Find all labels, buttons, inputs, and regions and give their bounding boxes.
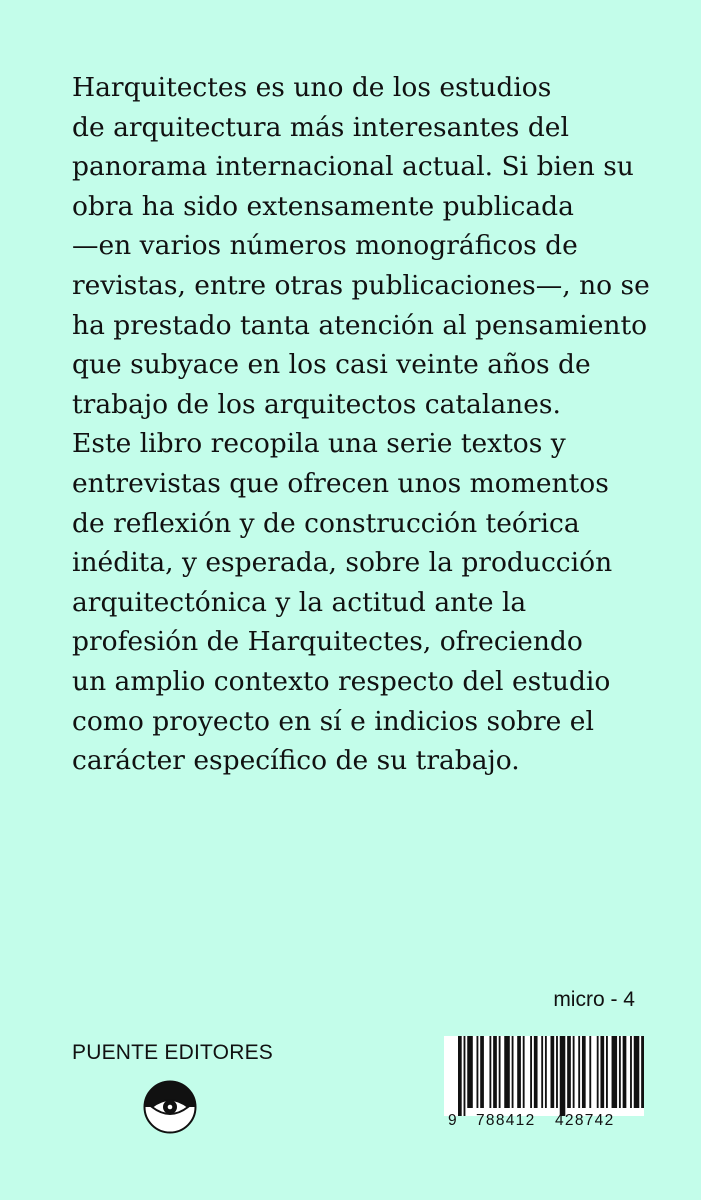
barcode-bar (567, 1036, 571, 1108)
barcode-bar (560, 1036, 566, 1116)
barcode-bar (541, 1036, 543, 1108)
barcode-bar (606, 1036, 608, 1108)
barcode-digits (444, 1112, 644, 1134)
barcode-bar (523, 1036, 525, 1108)
barcode-bars (444, 1036, 644, 1116)
blurb-line: arquitectónica y la actitud ante la (72, 586, 527, 618)
barcode-digits-right: 428742 (555, 1112, 615, 1129)
isbn-barcode (444, 1036, 644, 1136)
barcode-bar (623, 1036, 627, 1108)
barcode-bar (464, 1036, 466, 1116)
barcode-bar (489, 1036, 491, 1108)
blurb-line: Harquitectes es uno de los estudios (72, 72, 552, 103)
barcode-bar (582, 1036, 586, 1108)
publisher-logo-graphic (143, 1080, 197, 1134)
barcode-bar (630, 1036, 632, 1108)
barcode-bar (480, 1036, 484, 1108)
blurb-line: revistas, entre otras publicaciones—, no se (72, 269, 650, 301)
barcode-bar (517, 1036, 521, 1108)
barcode-digits-left: 788412 (476, 1112, 536, 1129)
barcode-bar (545, 1036, 547, 1108)
blurb-line: Este libro recopila una serie textos y (72, 428, 566, 460)
blurb-line: entrevistas que ofrecen unos momentos (72, 467, 609, 499)
barcode-bar (551, 1036, 555, 1108)
blurb-line: inédita, y esperada, sobre la producción (72, 547, 613, 579)
blurb-line: carácter específico de su trabajo. (72, 745, 520, 777)
blurb-line: como proyecto en sí e indicios sobre el (72, 705, 594, 737)
blurb-line: panorama internacional actual. Si bien su (72, 151, 634, 183)
blurb-line: un amplio contexto respecto del estudio (72, 665, 611, 697)
blurb-line: de arquitectura más interesantes del (72, 111, 569, 143)
blurb-line: profesión de Harquitectes, ofreciendo (72, 626, 583, 658)
barcode-bar (512, 1036, 514, 1108)
blurb-line: que subyace en los casi veinte años de (72, 349, 591, 381)
barcode-bar (578, 1036, 580, 1108)
barcode-bar (589, 1036, 591, 1108)
blurb-line: de reflexión y de construcción teórica (72, 507, 580, 539)
barcode-bar (600, 1036, 604, 1108)
barcode-digit-first: 9 (448, 1112, 457, 1129)
blurb-line: trabajo de los arquitectos catalanes. (72, 388, 561, 420)
blurb-text (72, 68, 672, 781)
barcode-bar (619, 1036, 621, 1108)
barcode-bar (573, 1036, 575, 1108)
barcode-bar (530, 1036, 532, 1108)
barcode-bar (493, 1036, 497, 1108)
blurb-line: —en varios números monográficos de (72, 230, 578, 262)
blurb-line: ha prestado tanta atención al pensamiento (72, 309, 648, 341)
barcode-bar (556, 1036, 558, 1108)
publisher-name: PUENTE EDITORES (72, 1041, 273, 1064)
barcode-bar (634, 1036, 640, 1108)
circle-eye-logo-icon (143, 1080, 197, 1134)
barcode-bar (467, 1036, 473, 1108)
blurb-line: obra ha sido extensamente publicada (72, 190, 574, 222)
series-label: micro - 4 (553, 988, 635, 1011)
barcode-bar (534, 1036, 538, 1108)
barcode-bar (504, 1036, 510, 1108)
barcode-bar (458, 1036, 462, 1116)
barcode-bar (597, 1036, 599, 1108)
barcode-bar (641, 1036, 644, 1108)
barcode-bar (477, 1036, 479, 1108)
barcode-bar (499, 1036, 501, 1108)
barcode-bar (612, 1036, 618, 1108)
